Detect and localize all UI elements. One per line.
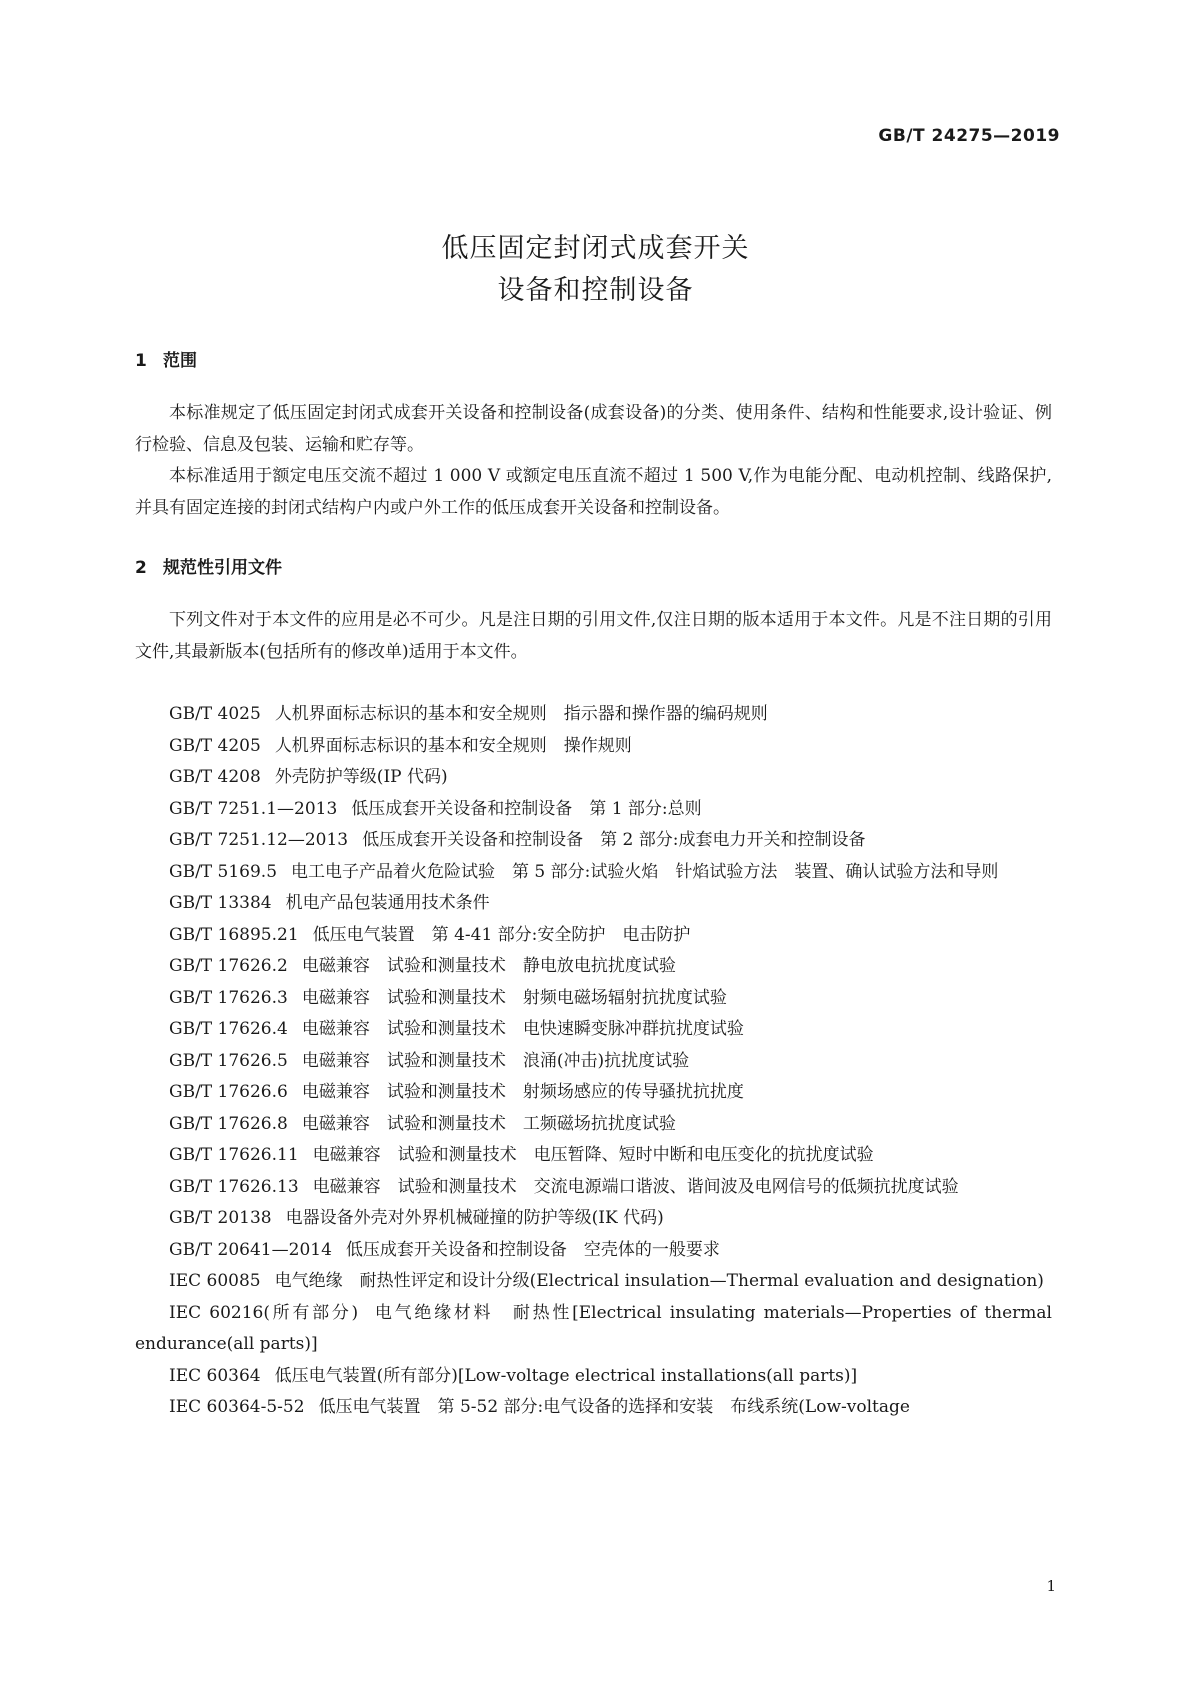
reference-item (135, 699, 1052, 731)
reference-title: 电工电子产品着火危险试验 第 5 部分:试验火焰 针焰试验方法 装置、确认试验方法和导则 (291, 861, 999, 882)
page-number: 1 (1046, 1577, 1056, 1595)
reference-code: GB/T 4205 (169, 735, 261, 756)
reference-code: GB/T 17626.2 (169, 956, 288, 976)
reference-title: 电磁兼容 试验和测量技术 交流电源端口谐波、谐间波及电网信号的低频抗扰度试验 (312, 1176, 959, 1197)
reference-code: GB/T 17626.8 (169, 1113, 288, 1134)
reference-item (135, 1203, 1052, 1235)
reference-title: 电磁兼容 试验和测量技术 静电放电抗扰度试验 (301, 956, 676, 976)
reference-title: 低压电气装置 第 4-41 部分:安全防护 电击防护 (312, 924, 691, 945)
section-1-body (135, 398, 1052, 524)
reference-item (135, 762, 1052, 794)
reference-code: GB/T 16895.21 (169, 924, 299, 945)
reference-item (135, 1140, 1052, 1172)
section-1-title: 范围 (163, 351, 197, 371)
reference-item (135, 888, 1052, 920)
reference-title: 机电产品包装通用技术条件 (285, 893, 490, 913)
reference-title: 电磁兼容 试验和测量技术 电快速瞬变脉冲群抗扰度试验 (301, 1019, 744, 1039)
reference-title: 电器设备外壳对外界机械碰撞的防护等级(IK 代码) (285, 1208, 664, 1228)
reference-item (135, 731, 1052, 763)
reference-title: 电磁兼容 试验和测量技术 射频电磁场辐射抗扰度试验 (301, 987, 727, 1008)
reference-title: 低压成套开关设备和控制设备 空壳体的一般要求 (345, 1239, 720, 1260)
reference-title: 低压成套开关设备和控制设备 第 1 部分:总则 (351, 798, 702, 819)
reference-item (135, 951, 1052, 983)
reference-title: 电磁兼容 试验和测量技术 工频磁场抗扰度试验 (301, 1113, 676, 1134)
reference-title: 低压电气装置(所有部分)[Low-voltage electrical installations(all parts)] (274, 1365, 858, 1386)
reference-title: 人机界面标志标识的基本和安全规则 操作规则 (274, 735, 632, 756)
reference-title: 电磁兼容 试验和测量技术 电压暂降、短时中断和电压变化的抗扰度试验 (312, 1145, 874, 1165)
reference-code: GB/T 17626.5 (169, 1050, 288, 1071)
reference-item (135, 1046, 1052, 1078)
reference-title: 低压电气装置 第 5-52 部分:电气设备的选择和安装 布线系统(Low-voltage (318, 1397, 910, 1417)
section-2-title: 规范性引用文件 (163, 558, 282, 578)
reference-code: GB/T 5169.5 (169, 861, 278, 882)
reference-item (135, 1298, 1052, 1361)
reference-title: 电气绝缘 耐热性评定和设计分级(Electrical insulation—Thermal evaluation and designation) (274, 1271, 1044, 1291)
reference-code: GB/T 20138 (169, 1208, 272, 1228)
reference-item (135, 1361, 1052, 1393)
reference-code: GB/T 4025 (169, 704, 261, 724)
reference-item (135, 1392, 1052, 1424)
reference-code: GB/T 4208 (169, 767, 261, 787)
title-line-2: 设备和控制设备 (497, 275, 694, 306)
reference-item (135, 1077, 1052, 1109)
reference-code: GB/T 17626.3 (169, 987, 288, 1008)
reference-item (135, 1266, 1052, 1298)
title-line-1: 低压固定封闭式成套开关 (441, 233, 750, 264)
reference-code: GB/T 17626.13 (169, 1176, 299, 1197)
reference-item (135, 983, 1052, 1015)
reference-title: 电磁兼容 试验和测量技术 浪涌(冲击)抗扰度试验 (301, 1050, 690, 1071)
reference-title: 电气绝缘材料 耐热性[Electrical insulating materials—Properties of thermal endurance(all parts)] (135, 1302, 1052, 1354)
reference-code: GB/T 7251.1—2013 (169, 798, 338, 819)
reference-item (135, 1014, 1052, 1046)
section-2-number: 2 (135, 558, 147, 578)
section-1-number: 1 (135, 351, 147, 371)
section-1-paragraph: 本标准适用于额定电压交流不超过 1 000 V 或额定电压直流不超过 1 500 V,作为电能分配、电动机控制、线路保护,并具有固定连接的封闭式结构户内或户外工作的低压成套开关设备和控制设备。 (135, 466, 1052, 518)
reference-code: IEC 60364-5-52 (169, 1397, 305, 1417)
reference-code: IEC 60364 (169, 1365, 261, 1386)
reference-item (135, 794, 1052, 826)
reference-item (135, 857, 1052, 889)
reference-item (135, 1235, 1052, 1267)
document-title (0, 228, 1191, 312)
section-1-heading (135, 346, 197, 371)
reference-item (135, 1172, 1052, 1204)
reference-code: GB/T 20641—2014 (169, 1239, 332, 1260)
reference-item (135, 825, 1052, 857)
reference-item (135, 920, 1052, 952)
standard-number: GB/T 24275—2019 (878, 126, 1060, 146)
reference-code: GB/T 17626.11 (169, 1145, 299, 1165)
reference-code: IEC 60085 (169, 1271, 261, 1291)
reference-code: GB/T 17626.4 (169, 1019, 288, 1039)
reference-item (135, 1109, 1052, 1141)
reference-code: GB/T 17626.6 (169, 1082, 288, 1102)
reference-code: GB/T 13384 (169, 893, 272, 913)
reference-title: 外壳防护等级(IP 代码) (274, 767, 448, 787)
reference-list (135, 699, 1052, 1424)
reference-title: 人机界面标志标识的基本和安全规则 指示器和操作器的编码规则 (274, 704, 768, 724)
reference-title: 电磁兼容 试验和测量技术 射频场感应的传导骚扰抗扰度 (301, 1082, 744, 1102)
section-1-paragraph: 本标准规定了低压固定封闭式成套开关设备和控制设备(成套设备)的分类、使用条件、结构和性能要求,设计验证、例行检验、信息及包装、运输和贮存等。 (135, 403, 1052, 455)
reference-code: IEC 60216(所有部分) (169, 1302, 359, 1323)
reference-title: 低压成套开关设备和控制设备 第 2 部分:成套电力开关和控制设备 (362, 830, 866, 850)
reference-code: GB/T 7251.12—2013 (169, 830, 349, 850)
section-2-heading (135, 553, 282, 578)
section-2-intro (135, 605, 1052, 668)
section-2-intro-paragraph: 下列文件对于本文件的应用是必不可少。凡是注日期的引用文件,仅注日期的版本适用于本文件。凡是不注日期的引用文件,其最新版本(包括所有的修改单)适用于本文件。 (135, 610, 1052, 662)
